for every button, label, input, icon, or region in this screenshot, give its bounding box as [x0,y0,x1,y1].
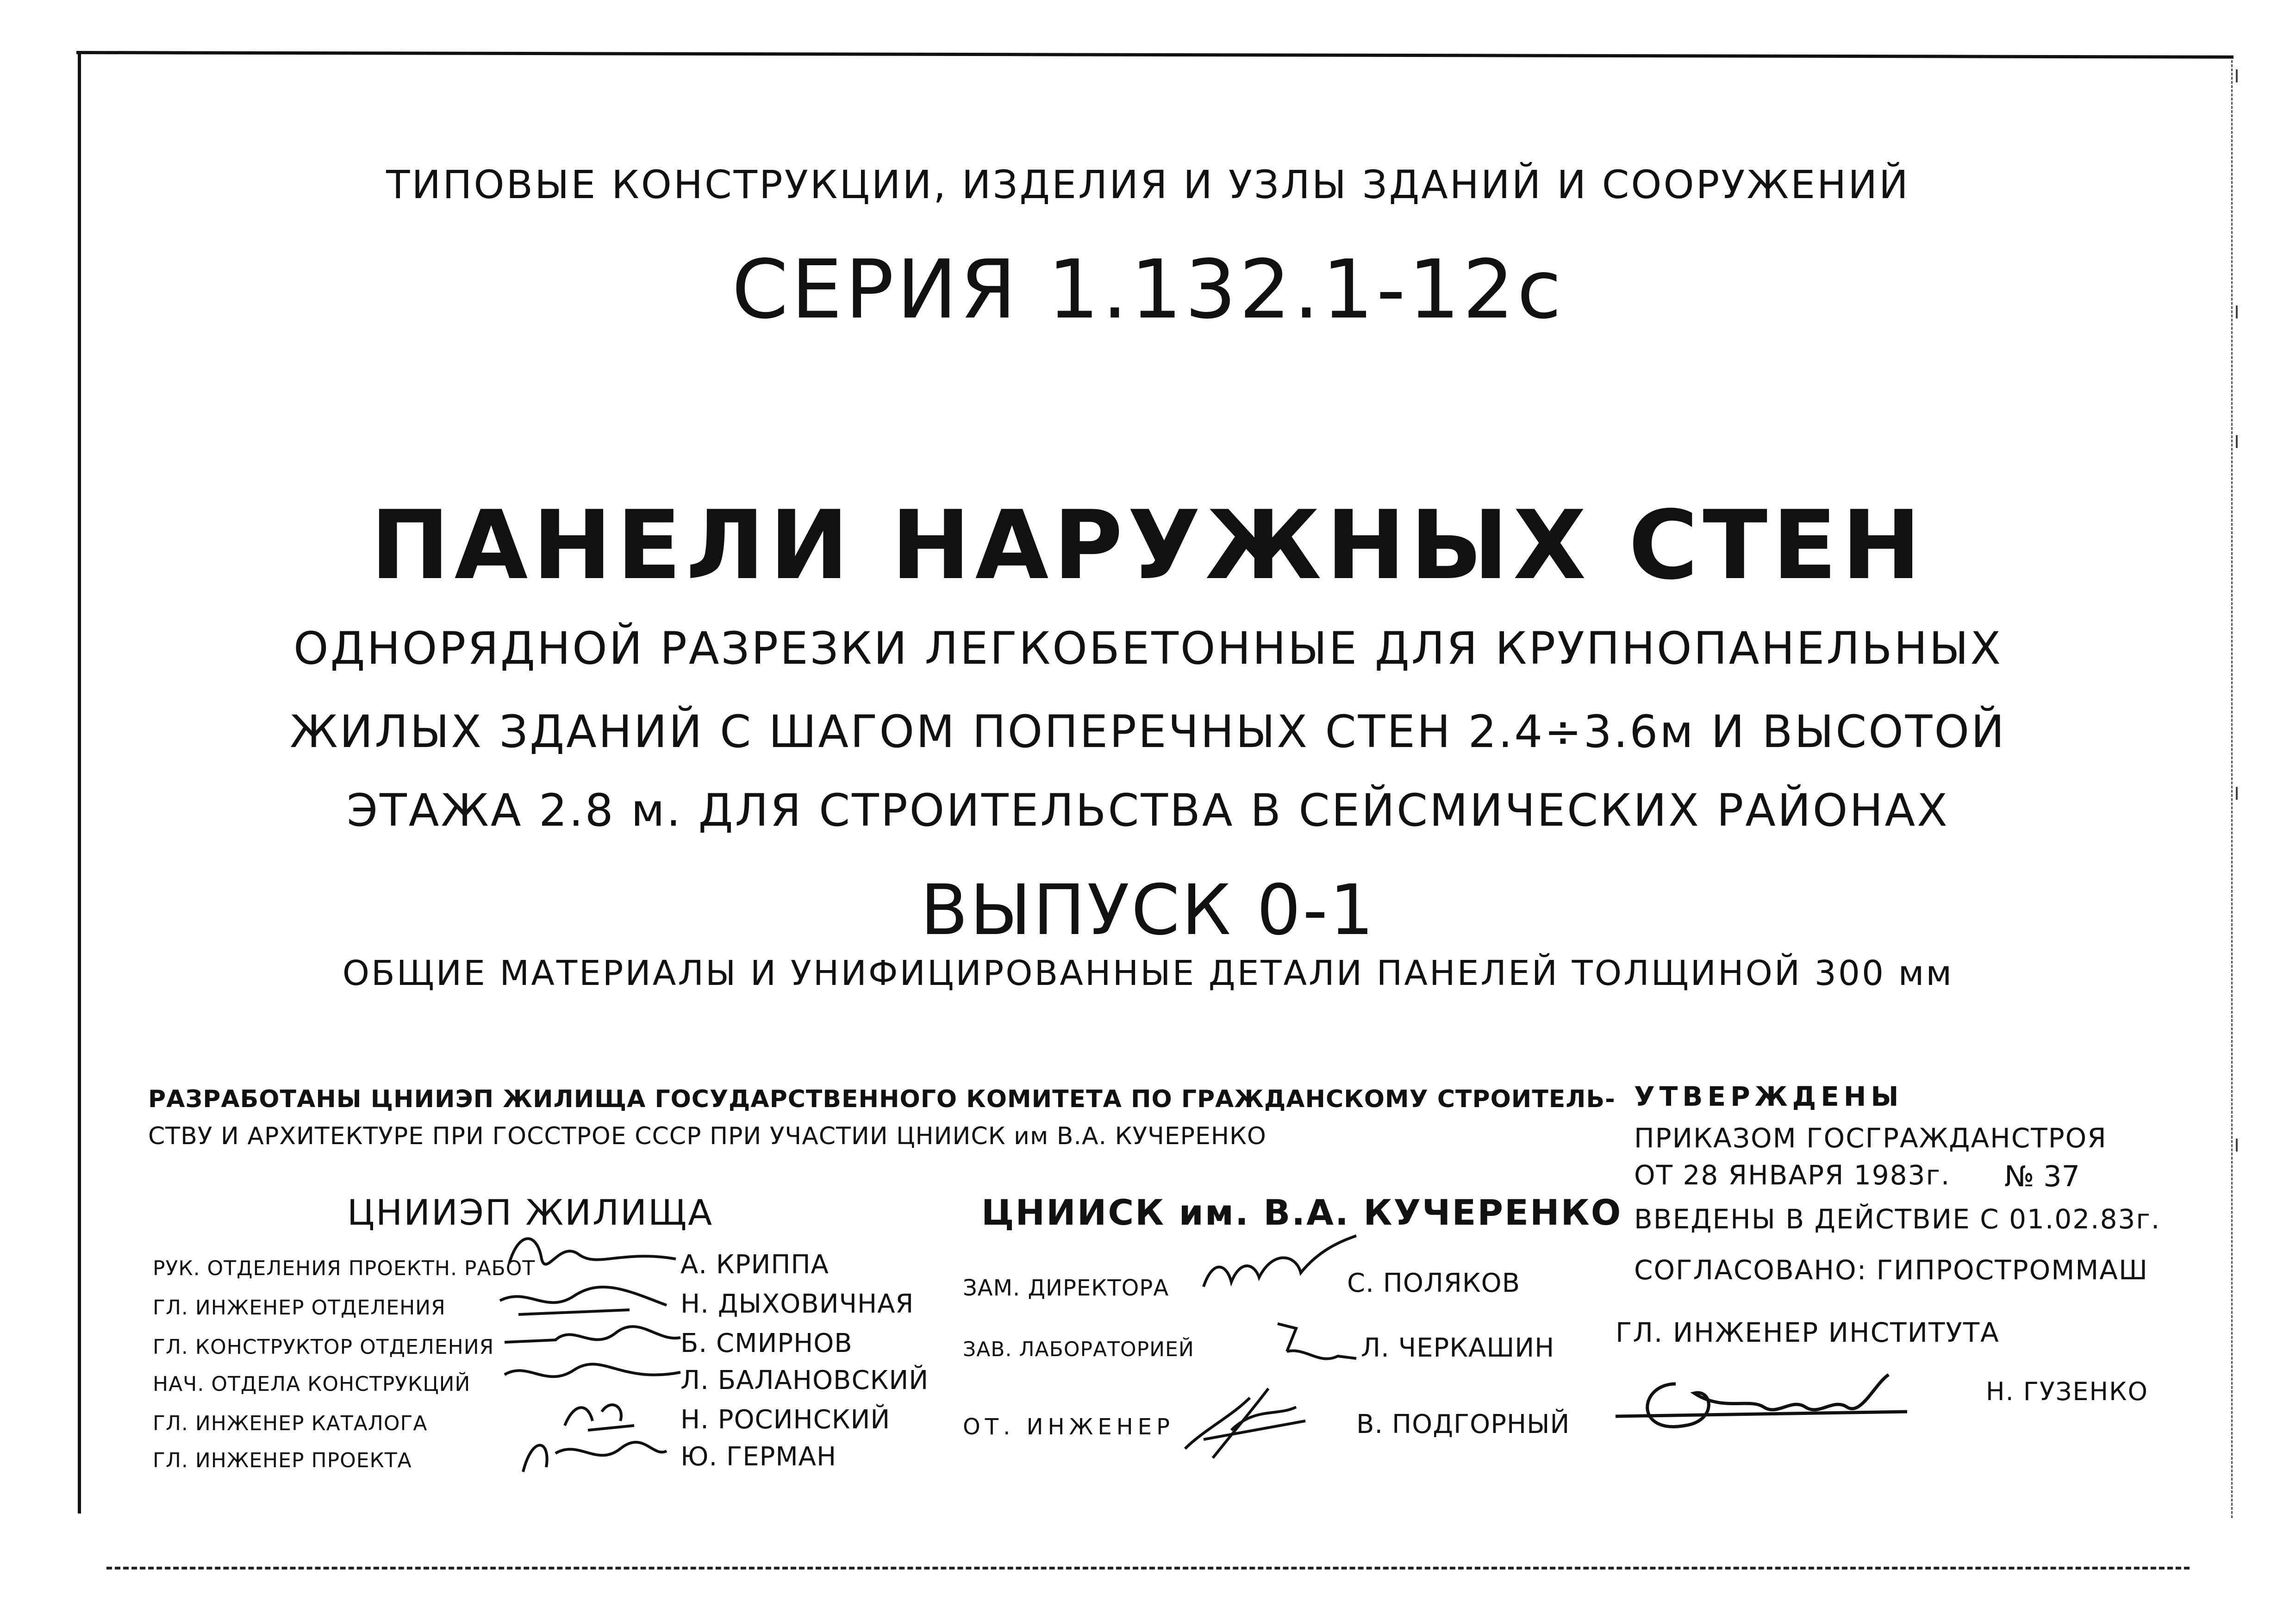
org1-role: ГЛ. ИНЖЕНЕР ПРОЕКТА [153,1449,412,1472]
org1-role: РУК. ОТДЕЛЕНИЯ ПРОЕКТН. РАБОТ [153,1257,536,1280]
subtitle-line-3: ЭТАЖА 2.8 м. ДЛЯ СТРОИТЕЛЬСТВА В СЕЙСМИЧЕСКИХ РАЙОНАХ [347,785,1949,836]
signature-mark [500,1351,685,1398]
org2-signer-name: С. ПОЛЯКОВ [1347,1268,1521,1298]
approved-signer-name: Н. ГУЗЕНКО [1986,1377,2148,1406]
org2-role: ЗАВ. ЛАБОРАТОРИЕЙ [963,1338,1194,1361]
org1-name: ЦНИИЭП ЖИЛИЩА [347,1192,714,1233]
org1-signer-name: Н. РОСИНСКИЙ [680,1405,891,1435]
frame-bottom-border [106,1567,2190,1569]
org1-signer-name: Б. СМИРНОВ [680,1328,853,1358]
org2-role: ОТ. ИНЖЕНЕР [963,1414,1175,1440]
order-number: № 37 [2004,1159,2080,1193]
subtitle-line-2: ЖИЛЫХ ЗДАНИЙ С ШАГОМ ПОПЕРЕЧНЫХ СТЕН 2.4÷3.6м И ВЫСОТОЙ [290,706,2006,758]
signature-mark [1194,1231,1361,1301]
margin-tick [2236,1139,2238,1152]
type-line: ТИПОВЫЕ КОНСТРУКЦИИ, ИЗДЕЛИЯ И УЗЛЫ ЗДАНИЙ И СООРУЖЕНИЙ [386,162,1910,207]
org1-role: НАЧ. ОТДЕЛА КОНСТРУКЦИЙ [153,1372,471,1396]
approved-chief-engineer: ГЛ. ИНЖЕНЕР ИНСТИТУТА [1616,1317,2000,1348]
org1-role: ГЛ. ИНЖЕНЕР ОТДЕЛЕНИЯ [153,1296,446,1320]
signature-mark [1611,1356,1926,1449]
org1-signer-name: Ю. ГЕРМАН [680,1442,837,1472]
margin-tick [2236,435,2238,448]
signature-mark [514,1426,671,1481]
org2-signer-name: В. ПОДГОРНЫЙ [1356,1409,1570,1439]
org2-role: ЗАМ. ДИРЕКТОРА [963,1275,1169,1301]
issue-title: ВЫПУСК 0-1 [920,870,1376,951]
org1-signer-name: Н. ДЫХОВИЧНАЯ [680,1289,914,1319]
series-title: СЕРИЯ 1.132.1-12с [731,243,1565,337]
approved-date: ОТ 28 ЯНВАРЯ 1983г. [1634,1159,1951,1191]
org2-name: ЦНИИСК им. В.А. КУЧЕРЕНКО [981,1192,1622,1233]
margin-tick [2236,69,2238,82]
developed-line-1: РАЗРАБОТАНЫ ЦНИИЭП ЖИЛИЩА ГОСУДАРСТВЕННОГО КОМИТЕТА ПО ГРАЖДАНСКОМУ СТРОИТЕЛЬ- [148,1085,1616,1113]
approved-agreed: СОГЛАСОВАНО: ГИПРОСТРОММАШ [1634,1254,2149,1286]
frame-top-border [76,51,2234,59]
org1-signer-name: А. КРИППА [680,1250,829,1280]
org1-role: ГЛ. КОНСТРУКТОР ОТДЕЛЕНИЯ [153,1335,494,1359]
approved-heading: УТВЕРЖДЕНЫ [1634,1081,1903,1112]
developed-line-2: СТВУ И АРХИТЕКТУРЕ ПРИ ГОССТРОЕ СССР ПРИ УЧАСТИИ ЦНИИСК им В.А. КУЧЕРЕНКО [148,1122,1267,1150]
signature-mark [1176,1379,1315,1467]
org1-signer-name: Л. БАЛАНОВСКИЙ [680,1365,929,1395]
issue-description: ОБЩИЕ МАТЕРИАЛЫ И УНИФИЦИРОВАННЫЕ ДЕТАЛИ ПАНЕЛЕЙ ТОЛЩИНОЙ 300 мм [342,953,1954,993]
org1-role: ГЛ. ИНЖЕНЕР КАТАЛОГА [153,1412,428,1435]
approved-effective: ВВЕДЕНЫ В ДЕЙСТВИЕ С 01.02.83г. [1634,1203,2161,1235]
main-title: ПАНЕЛИ НАРУЖНЫХ СТЕН [370,491,1926,601]
approved-line-1: ПРИКАЗОМ ГОСГРАЖДАНСТРОЯ [1634,1122,2107,1154]
subtitle-line-1: ОДНОРЯДНОЙ РАЗРЕЗКИ ЛЕГКОБЕТОННЫЕ ДЛЯ КРУПНОПАНЕЛЬНЫХ [293,623,2003,674]
org2-signer-name: Л. ЧЕРКАШИН [1361,1333,1555,1363]
signature-mark [1268,1314,1361,1375]
